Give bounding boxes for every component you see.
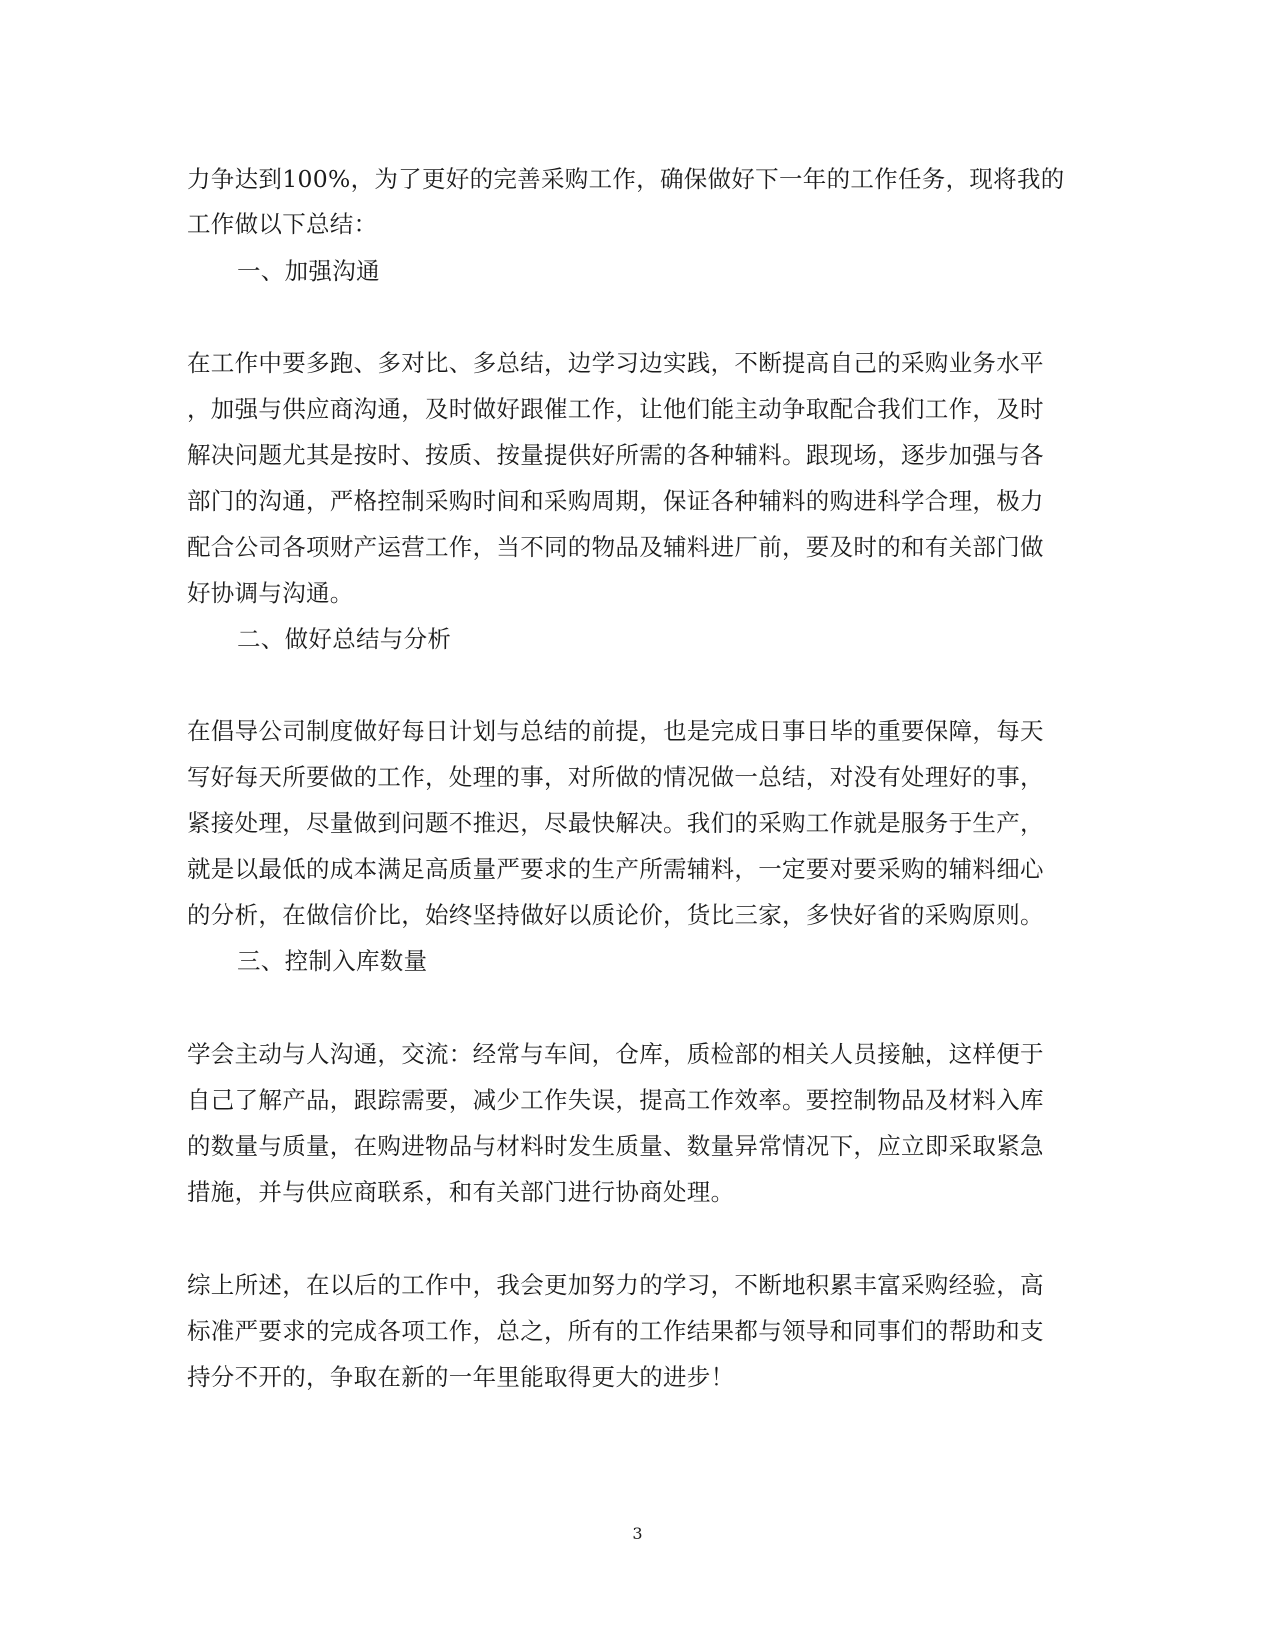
paragraph-line: 标准严要求的完成各项工作，总之，所有的工作结果都与领导和同事们的帮助和支: [187, 1317, 1044, 1345]
paragraph-line: ，加强与供应商沟通，及时做好跟催工作，让他们能主动争取配合我们工作，及时: [187, 395, 1044, 423]
paragraph-line: 解决问题尤其是按时、按质、按量提供好所需的各种辅料。跟现场，逐步加强与各: [187, 441, 1044, 469]
paragraph-line: 写好每天所要做的工作，处理的事，对所做的情况做一总结，对没有处理好的事，: [187, 763, 1044, 791]
paragraph-line: 紧接处理，尽量做到问题不推迟，尽最快解决。我们的采购工作就是服务于生产，: [187, 809, 1044, 837]
paragraph-line: 配合公司各项财产运营工作，当不同的物品及辅料进厂前，要及时的和有关部门做: [187, 533, 1044, 561]
paragraph-line: 的分析，在做信价比，始终坚持做好以质论价，货比三家，多快好省的采购原则。: [187, 901, 1044, 929]
page-number: 3: [632, 1524, 643, 1543]
paragraph-line: 学会主动与人沟通，交流：经常与车间，仓库，质检部的相关人员接触，这样便于: [187, 1040, 1044, 1068]
paragraph-line: 措施，并与供应商联系，和有关部门进行协商处理。: [187, 1178, 735, 1206]
section-heading: 三、控制入库数量: [237, 947, 428, 975]
section-heading: 二、做好总结与分析: [237, 625, 452, 653]
paragraph-line: 就是以最低的成本满足高质量严要求的生产所需辅料，一定要对要采购的辅料细心: [187, 855, 1044, 883]
paragraph-line: 在倡导公司制度做好每日计划与总结的前提，也是完成日事日毕的重要保障，每天: [187, 717, 1044, 745]
paragraph-line: 工作做以下总结：: [187, 210, 378, 238]
paragraph-line: 的数量与质量，在购进物品与材料时发生质量、数量异常情况下，应立即采取紧急: [187, 1132, 1044, 1160]
paragraph-line: 综上所述，在以后的工作中，我会更加努力的学习，不断地积累丰富采购经验，高: [187, 1271, 1044, 1299]
section-heading: 一、加强沟通: [237, 257, 380, 285]
paragraph-line: 在工作中要多跑、多对比、多总结，边学习边实践，不断提高自己的采购业务水平: [187, 349, 1044, 377]
paragraph-line: 自己了解产品，跟踪需要，减少工作失误，提高工作效率。要控制物品及材料入库: [187, 1086, 1044, 1114]
paragraph-line: 力争达到100%，为了更好的完善采购工作，确保做好下一年的工作任务，现将我的: [187, 165, 1065, 193]
paragraph-line: 持分不开的，争取在新的一年里能取得更大的进步！: [187, 1363, 735, 1391]
paragraph-line: 部门的沟通，严格控制采购时间和采购周期，保证各种辅料的购进科学合理，极力: [187, 487, 1044, 515]
paragraph-line: 好协调与沟通。: [187, 579, 354, 607]
